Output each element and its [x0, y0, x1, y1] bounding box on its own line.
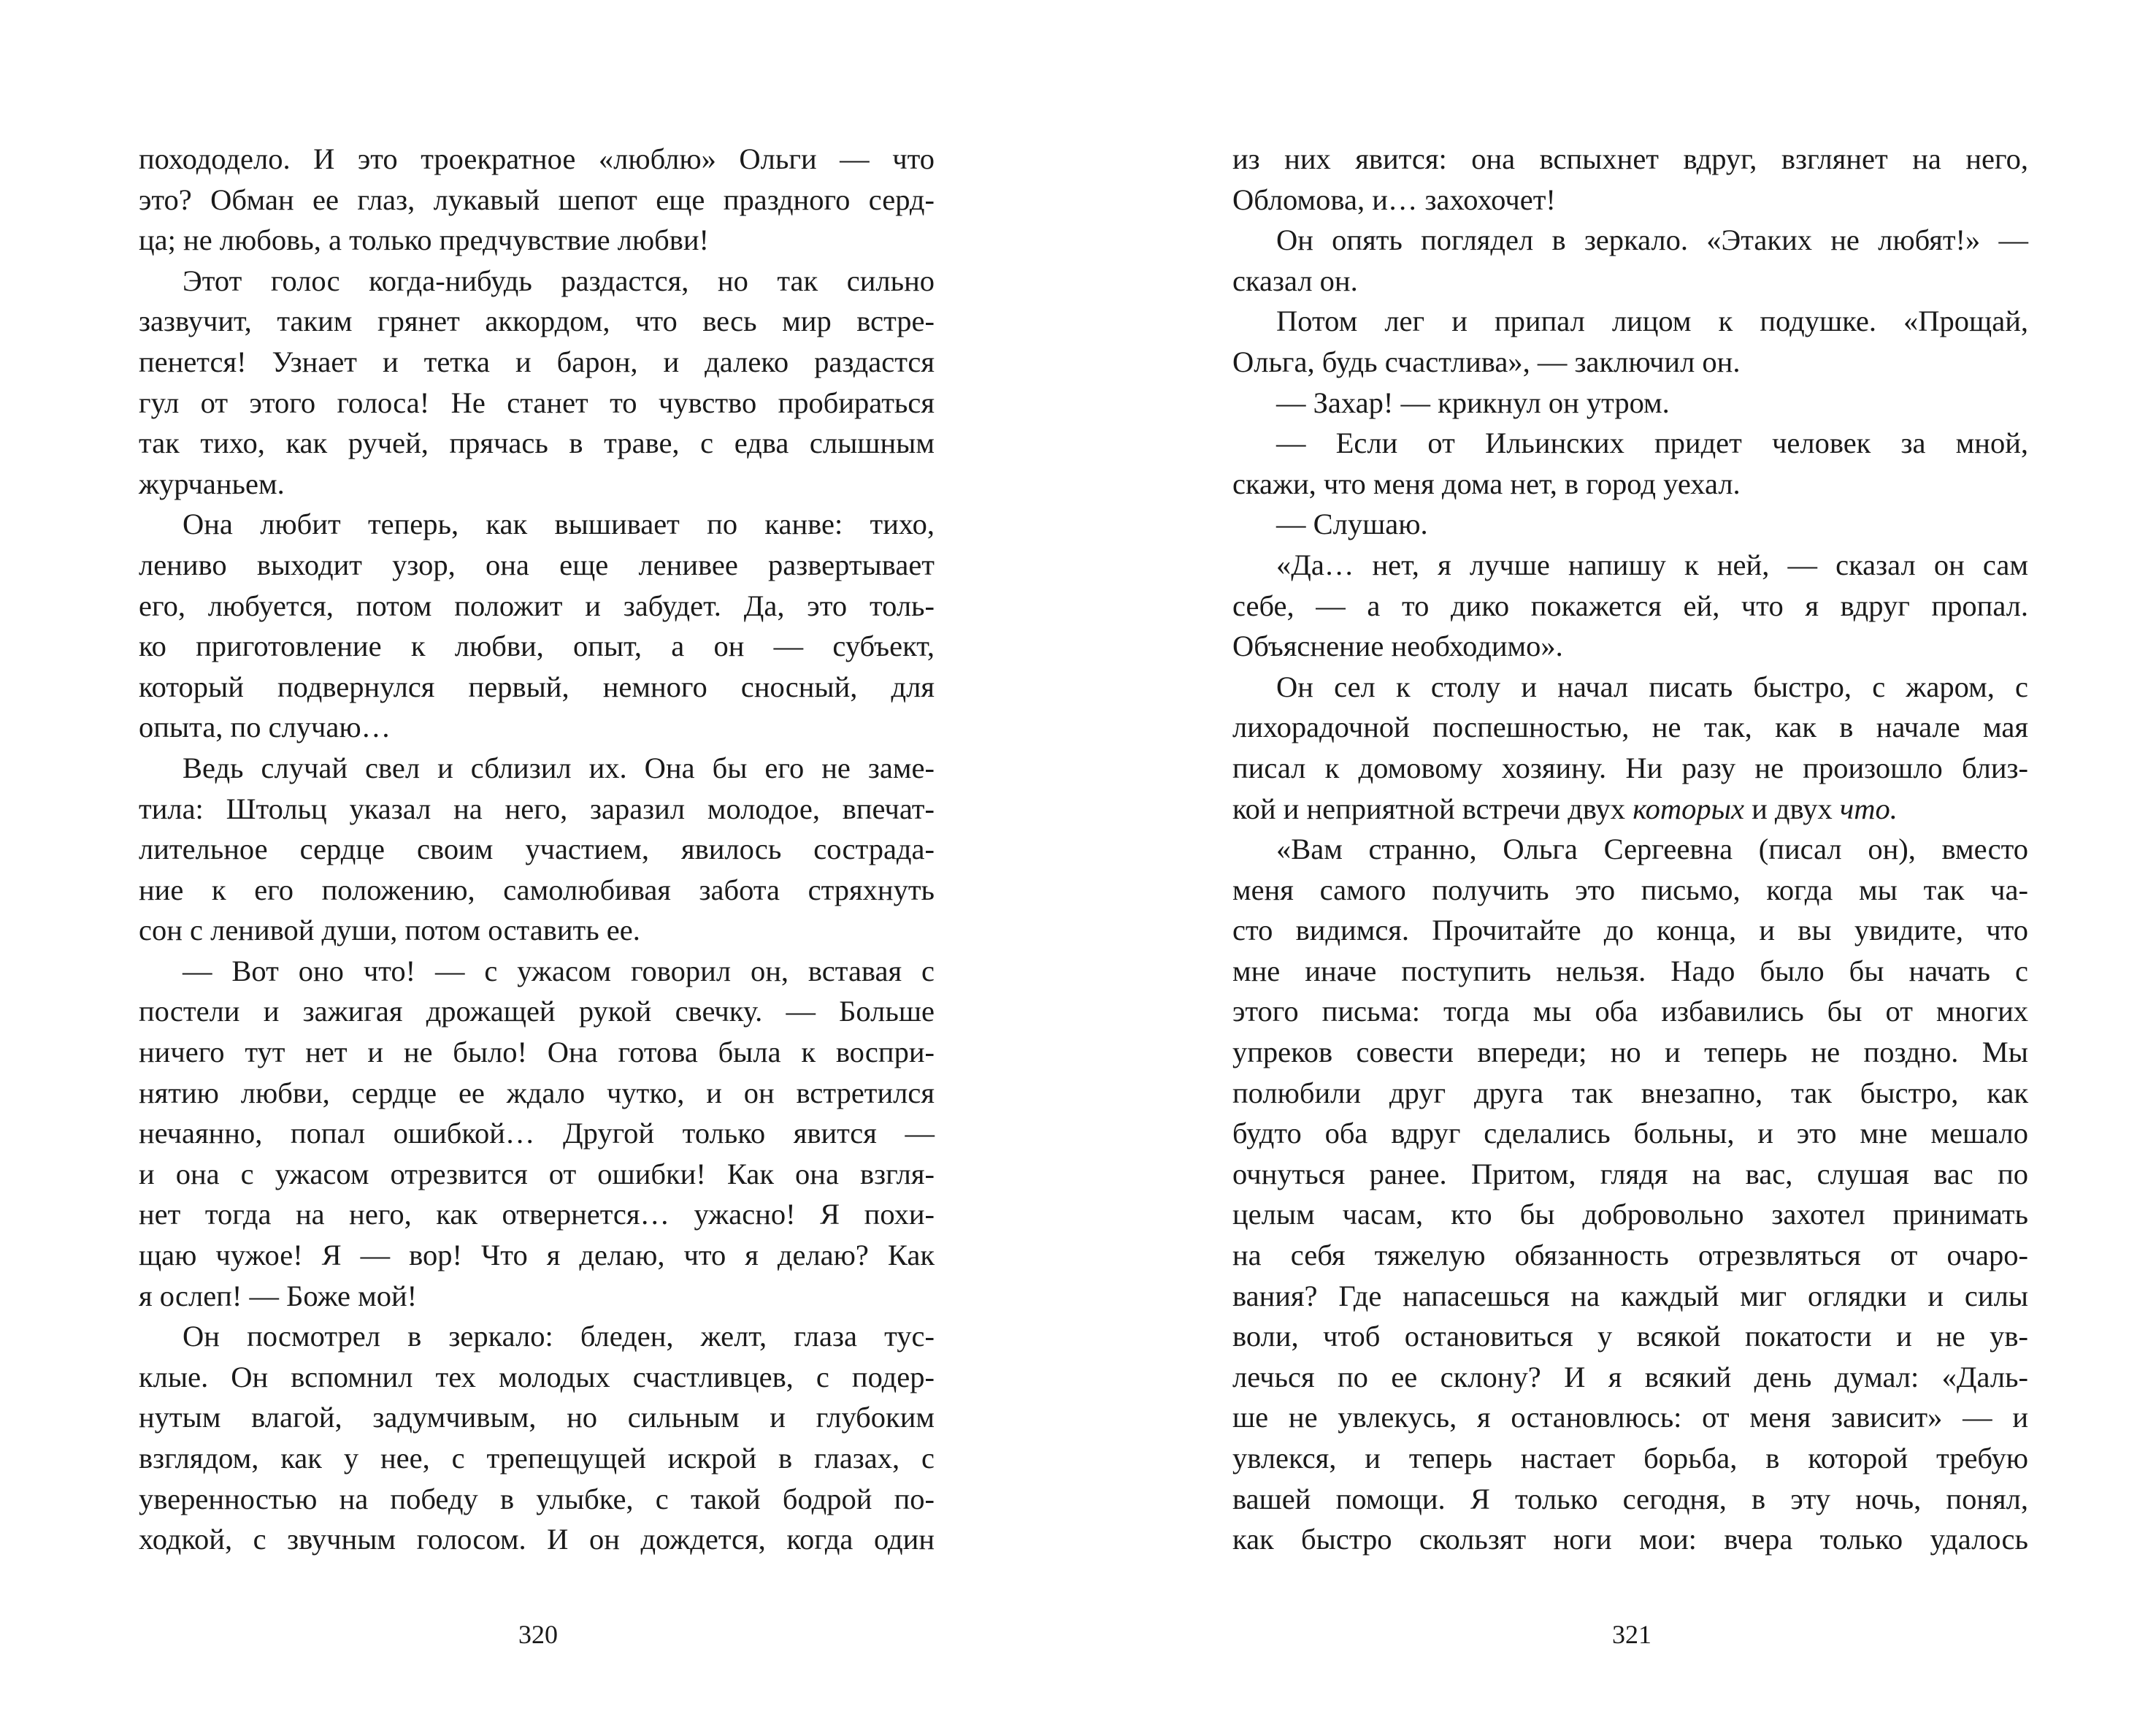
text-line: журчаньем. — [139, 467, 285, 500]
text-line: «Вам странно, Ольга Сергеевна (писал он), вместо — [1276, 833, 2028, 866]
text-line: ше не увлекусь, я остановлюсь: от меня зависит» — и — [1232, 1401, 2028, 1434]
text-line: очнуться ранее. Притом, глядя на вас, слушая вас по — [1232, 1157, 2028, 1190]
text-line: Обломова, и… захохочет! — [1232, 183, 1556, 216]
text-line: упреков совести впереди; но и теперь не поздно. Мы — [1232, 1036, 2028, 1069]
text-line: писал к домовому хозяину. Ни разу не произошло близ- — [1232, 751, 2028, 784]
text-line: Он сел к столу и начал писать быстро, с жаром, с — [1276, 670, 2028, 703]
text-line: «Да… нет, я лучше напишу к ней, — сказал он сам — [1276, 548, 2028, 581]
text-line: зазвучит, таким грянет аккордом, что весь мир встре- — [139, 305, 935, 338]
text-line: увлекся, и теперь настает борьба, в которой требую — [1232, 1442, 2028, 1475]
text-line: нечаянно, попал ошибкой… Другой только явится — — [139, 1117, 935, 1150]
text-line: и она с ужасом отрезвится от ошибки! Как она взгля- — [139, 1157, 935, 1190]
text-segment: кой и неприятной встречи двух — [1232, 792, 1626, 825]
text-line: — Если от Ильинских придет человек за мной, — [1276, 427, 2028, 460]
text-line: на себя тяжелую обязанность отрезвляться от очаро- — [1232, 1239, 2028, 1272]
text-line: себе, — а то дико покажется ей, что я вдруг пропал. — [1232, 589, 2028, 622]
text-line: будто оба вдруг сделались больны, и это мне мешало — [1232, 1117, 2028, 1150]
text-line: вашей помощи. Я только сегодня, в эту ночь, понял, — [1232, 1482, 2028, 1515]
text-line: меня самого получить это письмо, когда мы так ча- — [1232, 873, 2028, 906]
text-line: я ослеп! — Боже мой! — [139, 1279, 418, 1312]
right-page-text — [1232, 139, 2028, 1560]
text-line: взглядом, как у нее, с трепещущей искрой в глазах, с — [139, 1442, 935, 1475]
text-line: ца; не любовь, а только предчувствие любви! — [139, 223, 710, 257]
text-line: лечься по ее склону? И я всякий день думал: «Даль- — [1232, 1360, 2028, 1393]
text-line: Он посмотрел в зеркало: бледен, желт, глаза тус- — [183, 1320, 935, 1353]
text-line: этого письма: тогда мы оба избавились бы от многих — [1232, 995, 2028, 1028]
text-line: Она любит теперь, как вышивает по канве: тихо, — [183, 508, 935, 541]
text-line: уверенностью на победу в улыбке, с такой бодрой по- — [139, 1482, 935, 1515]
text-line: это? Обман ее глаз, лукавый шепот еще праздного серд- — [139, 183, 935, 216]
text-line: как быстро скользят ноги мои: вчера только удалось — [1232, 1523, 2028, 1556]
text-line: Ольга, будь счастлива», — заключил он. — [1232, 345, 1741, 378]
text-line: ко приготовление к любви, опыт, а он — субъект, — [139, 630, 935, 663]
left-page-text — [139, 139, 935, 1560]
text-line: лительное сердце своим участием, явилось сострада- — [139, 833, 935, 866]
text-line: сто видимся. Прочитайте до конца, и вы увидите, что — [1232, 914, 2028, 947]
text-line: который подвернулся первый, немного сносный, для — [139, 670, 935, 703]
text-line: — Захар! — крикнул он утром. — [1276, 386, 1670, 419]
text-line: лихорадочной поспешностью, не так, как в начале мая — [1232, 711, 2028, 744]
text-line: нет тогда на него, как отвернется… ужасно! Я похи- — [139, 1198, 935, 1231]
text-line: клые. Он вспомнил тех молодых счастливцев, с подер- — [139, 1360, 935, 1393]
text-line: Потом лег и припал лицом к подушке. «Прощай, — [1276, 305, 2028, 338]
text-line: воли, чтоб остановиться у всякой покатости и не ув- — [1232, 1320, 2028, 1353]
text-line — [1232, 789, 2028, 830]
text-line: лениво выходит узор, она еще ленивее развертывает — [139, 548, 935, 581]
text-line: так тихо, как ручей, прячась в траве, с едва слышным — [139, 427, 935, 460]
text-line: сказал он. — [1232, 264, 1358, 297]
text-line: — Вот оно что! — с ужасом говорил он, вставая с — [183, 954, 935, 987]
page-number: 321 — [1612, 1620, 1651, 1649]
text-line: вания? Где напасешься на каждый миг оглядки и силы — [1232, 1279, 2028, 1312]
page-number: 320 — [518, 1620, 558, 1649]
text-line: Объяснение необходимо». — [1232, 630, 1563, 663]
text-line: из них явится: она вспыхнет вдруг, взглянет на него, — [1232, 142, 2028, 175]
text-line: Этот голос когда-нибудь раздастся, но так сильно — [183, 264, 935, 297]
text-line: похододелo. И это троекратное «люблю» Ольги — что — [139, 142, 935, 175]
text-line: ние к его положению, самолюбивая забота стряхнуть — [139, 873, 935, 906]
text-line: его, любуется, потом положит и забудет. Да, это толь- — [139, 589, 935, 622]
italic-word: что. — [1839, 792, 1898, 825]
text-line: гул от этого голоса! Не станет то чувство пробираться — [139, 386, 935, 419]
text-line: опыта, по случаю… — [139, 711, 391, 744]
text-line: Он опять поглядел в зеркало. «Этаких не любят!» — — [1276, 223, 2028, 257]
text-line: Ведь случай свел и сблизил их. Она бы его не заме- — [183, 751, 935, 784]
text-line: пенется! Узнает и тетка и барон, и далеко раздастся — [139, 345, 935, 378]
text-line: сон с ленивой души, потом оставить ее. — [139, 914, 640, 947]
text-line: целым часам, кто бы добровольно захотел принимать — [1232, 1198, 2028, 1231]
text-segment: и двух — [1752, 792, 1833, 825]
text-line: мне иначе поступить нельзя. Надо было бы начать с — [1232, 954, 2028, 987]
text-line: нятию любви, сердце ее ждало чутко, и он встретился — [139, 1076, 935, 1109]
text-line: — Слушаю. — [1276, 508, 1428, 541]
text-line: щаю чужое! Я — вор! Что я делаю, что я делаю? Как — [139, 1239, 935, 1272]
text-line: скажи, что меня дома нет, в город уехал. — [1232, 467, 1741, 500]
text-line: нутым влагой, задумчивым, но сильным и глубоким — [139, 1401, 935, 1434]
text-line: ничего тут нет и не было! Она готова была к воспри- — [139, 1036, 935, 1069]
text-line: тила: Штольц указал на него, заразил молодое, впечат- — [139, 792, 935, 825]
text-line: полюбили друг друга так внезапно, так быстро, как — [1232, 1076, 2028, 1109]
text-line: постели и зажигая дрожащей рукой свечку. — Больше — [139, 995, 935, 1028]
italic-word: которых — [1633, 792, 1744, 825]
text-line: ходкой, с звучным голосом. И он дождется, когда один — [139, 1523, 935, 1556]
right-page — [1078, 0, 2156, 1725]
